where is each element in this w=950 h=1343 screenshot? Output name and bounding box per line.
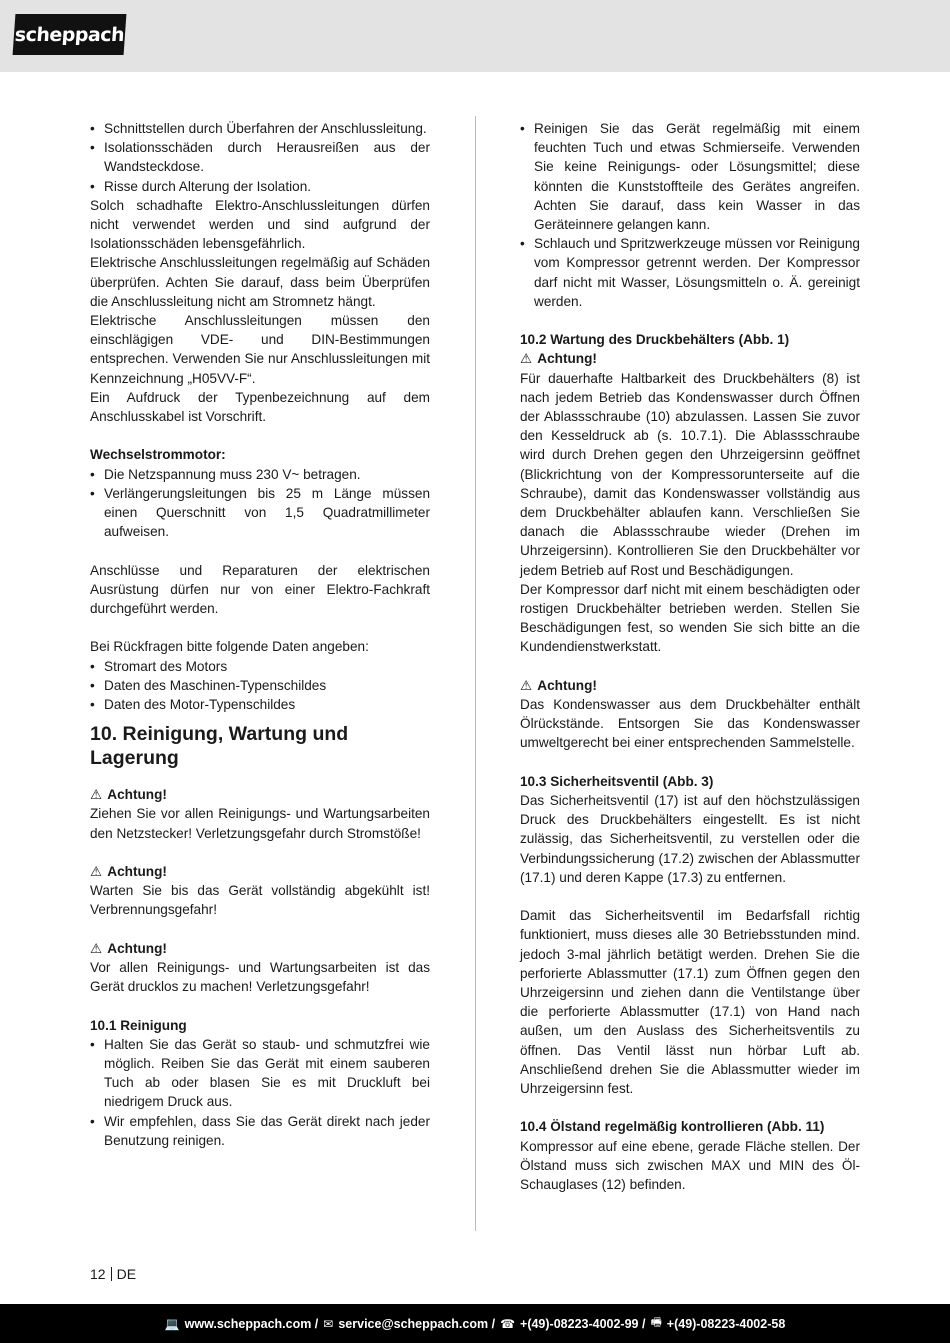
- paragraph: Das Kondenswasser aus dem Druckbehälter enthält Ölrückstände. Entsorgen Sie das Kondenswasser umweltgerecht bei einer entsprechenden Sammelstelle.: [520, 697, 860, 751]
- contact-footer: [0, 1304, 950, 1343]
- paragraph: Damit das Sicherheitsventil im Bedarfsfall richtig funktioniert, muss dieses alle 30 Betriebsstunden mind. jedoch 3-mal jährlich betätigt werden. Drehen Sie die perforierte Ablassmutter (17.1) zum Öffnen gegen den Uhrzeigersinn und ziehen dann die Ventilstange über die perforierte Ablassmutter (17.1) von Hand nach außen, um den Auslass des Sicherheitsventils zu öffnen. Das Ventil lässt nun hörbar Luft ab. Anschließend drehen Sie die Ablassmutter wieder im Uhrzeigersinn fest.: [520, 908, 860, 1097]
- warning-text: Ziehen Sie vor allen Reinigungs- und Wartungsarbeiten den Netzstecker! Verletzungsgefahr durch Stromstöße!: [90, 806, 430, 841]
- list-item: • Verlängerungsleitungen bis 25 m Länge müssen einen Querschnitt von 1,5 Quadratmillimeter aufweisen.: [90, 484, 430, 542]
- list-item: • Schnittstellen durch Überfahren der Anschlussleitung.: [90, 119, 430, 138]
- paragraph: Der Kompressor darf nicht mit einem beschädigten oder rostigen Druckbehälter betrieben werden. Stellen Sie Beschädigungen fest, so wenden Sie sich bitte an die Kundendienstwerkstatt.: [520, 581, 860, 655]
- paragraph: Kompressor auf eine ebene, gerade Fläche stellen. Der Ölstand muss sich zwischen MAX und MIN des Öl-Schauglases (12) befinden.: [520, 1138, 860, 1193]
- paragraph: Elektrische Anschlussleitungen müssen den einschlägigen VDE- und DIN-Bestimmungen entsprechen. Verwenden Sie nur Anschlussleitungen mit Kennzeichnung „H05VV-F“.: [90, 313, 430, 386]
- section-title: 10. Reinigung, Wartung und Lagerung: [90, 723, 349, 770]
- subsection-title: 10.3 Sicherheitsventil (Abb. 3): [520, 773, 714, 789]
- paragraph: Solch schadhafte Elektro-Anschlussleitungen dürfen nicht verwendet werden und sind aufgrund der Isolationsschäden lebensgefährlich.: [90, 197, 430, 252]
- subsection-title: 10.1 Reinigung: [90, 1017, 187, 1033]
- warning-icon: ⚠: [90, 940, 103, 956]
- list-item: • Isolationsschäden durch Herausreißen aus der Wandsteckdose.: [90, 138, 430, 176]
- list-item: • Halten Sie das Gerät so staub- und schmutzfrei wie möglich. Reiben Sie das Gerät mit einem sauberen Tuch ab oder blasen Sie es mit Druckluft bei niedrigem Druck aus.: [90, 1035, 430, 1112]
- list-item: • Daten des Motor-Typenschildes: [90, 695, 430, 714]
- computer-icon: 💻: [164, 1316, 180, 1331]
- mail-icon: ✉: [323, 1316, 334, 1331]
- warning-heading: ⚠ Achtung!: [90, 862, 430, 881]
- paragraph: Ein Aufdruck der Typenbezeichnung auf dem Anschlusskabel ist Vorschrift.: [90, 389, 430, 425]
- phone-icon: ☎: [500, 1316, 516, 1331]
- list-item: • Schlauch und Spritzwerkzeuge müssen vor Reinigung vom Kompressor getrennt werden. Der Kompressor darf nicht mit Wasser, Lösungsmitteln o. Ä. gereinigt werden.: [520, 234, 860, 311]
- list-item: • Die Netzspannung muss 230 V~ betragen.: [90, 465, 430, 484]
- paragraph: Elektrische Anschlussleitungen regelmäßig auf Schäden überprüfen. Achten Sie darauf, dass beim Überprüfen die Anschlussleitung nicht am Stromnetz hängt.: [90, 255, 430, 309]
- list-item: • Wir empfehlen, dass Sie das Gerät direkt nach jeder Benutzung reinigen.: [90, 1112, 430, 1150]
- motor-list: [90, 465, 430, 542]
- paragraph: Das Sicherheitsventil (17) ist auf den höchstzulässigen Druck des Druckbehälters eingestellt. Es ist nicht zulässig, das Sicherheitsventil, zu verstellen oder die Verbindungssicherung (17.2) zwischen der Ablassmutter (17.1) und deren Kappe (17.3) zu entfernen.: [520, 793, 860, 885]
- right-column: [520, 119, 860, 1194]
- cleaning-list: [90, 1035, 430, 1150]
- list-item: • Risse durch Alterung der Isolation.: [90, 177, 430, 196]
- paragraph: Bei Rückfragen bitte folgende Daten angeben:: [90, 639, 369, 655]
- warning-text: Vor allen Reinigungs- und Wartungsarbeiten ist das Gerät drucklos zu machen! Verletzungsgefahr!: [90, 960, 430, 995]
- warning-icon: ⚠: [520, 351, 533, 367]
- damage-list: [90, 119, 430, 196]
- header-band: [0, 0, 950, 72]
- warning-icon: ⚠: [520, 677, 533, 693]
- fax-icon: 🖷: [650, 1315, 662, 1329]
- subsection-title: 10.2 Wartung des Druckbehälters (Abb. 1): [520, 332, 790, 348]
- column-divider: [475, 116, 476, 1231]
- warning-icon: ⚠: [90, 787, 103, 803]
- language-code: DE: [116, 1266, 137, 1282]
- fax-number: +(49)-08223-4002-58: [666, 1316, 786, 1331]
- motor-heading: Wechselstrommotor:: [90, 447, 226, 463]
- warning-heading: ⚠ Achtung!: [520, 349, 860, 368]
- left-column: [90, 119, 430, 1150]
- warning-text: Warten Sie bis das Gerät vollständig abgekühlt ist! Verbrennungsgefahr!: [90, 883, 430, 918]
- phone-number: +(49)-08223-4002-99 /: [520, 1316, 646, 1331]
- subsection-title: 10.4 Ölstand regelmäßig kontrollieren (Abb. 11): [520, 1119, 825, 1135]
- data-list: [90, 657, 430, 715]
- warning-heading: ⚠ Achtung!: [520, 676, 860, 695]
- page-number: [90, 1265, 136, 1283]
- paragraph: Für dauerhafte Haltbarkeit des Druckbehälters (8) ist nach jedem Betrieb das Kondenswasser durch Öffnen der Ablassschraube (10) abzulassen. Lassen Sie zuvor den Kesseldruck ab (s. 10.7.1). Die Ablassschraube wird durch Drehen gegen den Uhrzeigersinn geöffnet (Blickrichtung von der Kompressorunterseite auf die Schraube), damit das Kondenswasser vollständig aus dem Druckbehälter ablaufen kann. Verschließen Sie danach die Ablassschraube wieder (Drehen im Uhrzeigersinn). Kontrollieren Sie den Druckbehälter vor jedem Betrieb auf Rost und Beschädigungen.: [520, 370, 860, 578]
- paragraph: Anschlüsse und Reparaturen der elektrischen Ausrüstung dürfen nur von einer Elektro-Fachkraft durchgeführt werden.: [90, 562, 430, 617]
- list-item: • Stromart des Motors: [90, 657, 430, 676]
- website-link[interactable]: www.scheppach.com /: [184, 1316, 319, 1331]
- cleaning-list-2: [520, 119, 860, 311]
- list-item: • Daten des Maschinen-Typenschildes: [90, 676, 430, 695]
- warning-heading: ⚠ Achtung!: [90, 939, 430, 958]
- warning-icon: ⚠: [90, 864, 103, 880]
- list-item: • Reinigen Sie das Gerät regelmäßig mit einem feuchten Tuch und etwas Schmierseife. Verwenden Sie keine Reinigungs- oder Lösungsmittel; diese könnten die Kunststoffteile des Gerätes angreifen. Achten Sie darauf, dass kein Wasser in das Geräteinnere gelangen kann.: [520, 119, 860, 234]
- warning-heading: ⚠ Achtung!: [90, 785, 430, 804]
- page-number-value: 12: [90, 1266, 106, 1282]
- email-link[interactable]: service@scheppach.com /: [338, 1316, 496, 1331]
- brand-logo: scheppach: [13, 14, 127, 55]
